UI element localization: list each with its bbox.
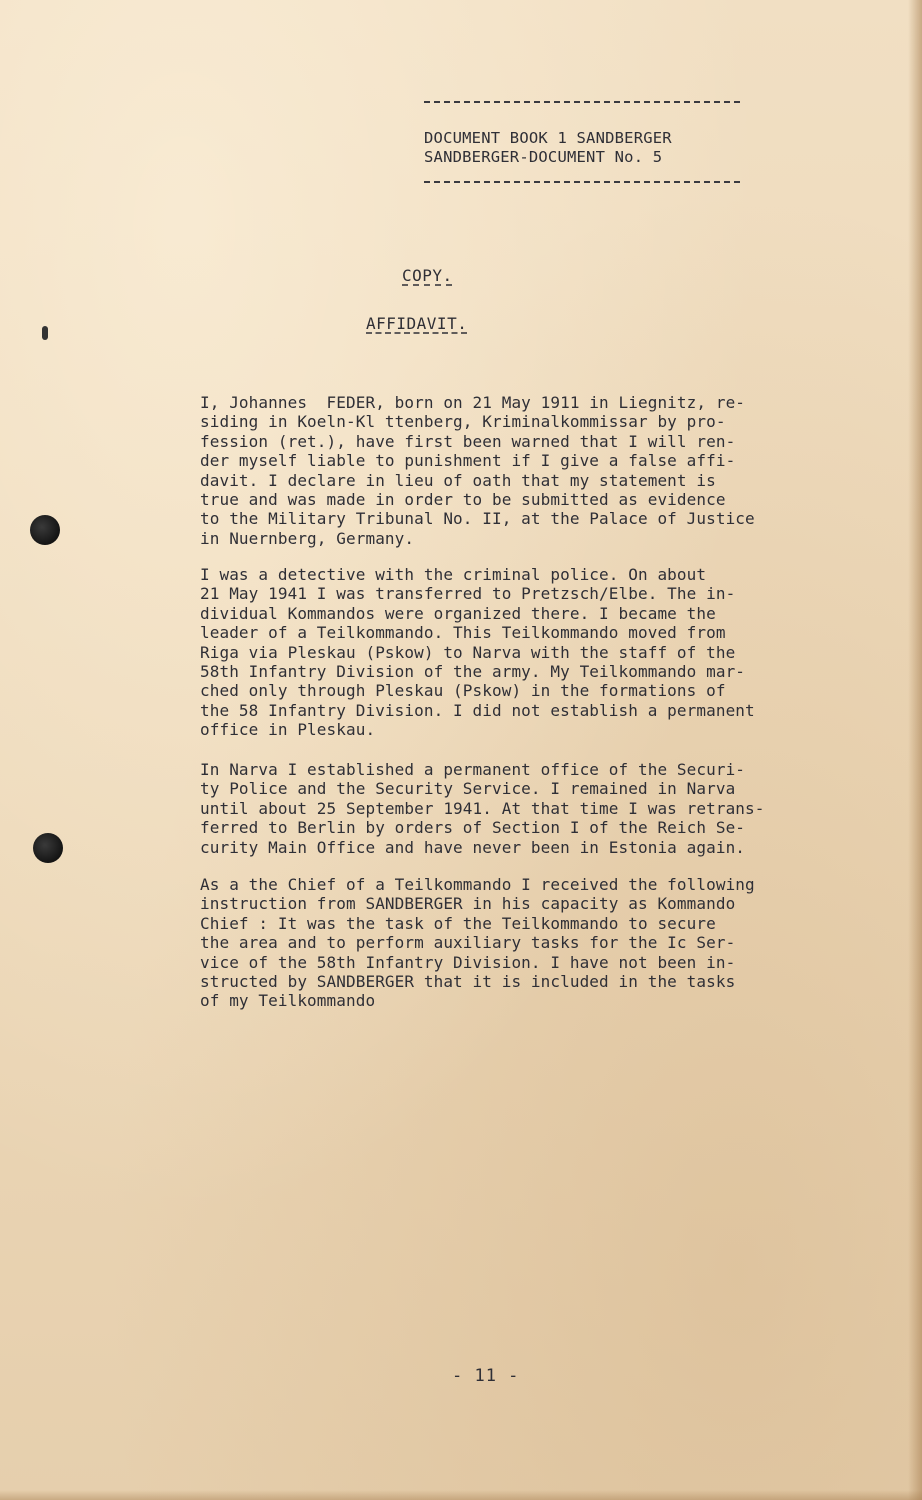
text-line: Riga via Pleskau (Pskow) to Narva with the staff of the [200, 642, 736, 662]
copy-heading: COPY. [402, 266, 453, 285]
text-line: ty Police and the Security Service. I remained in Narva [200, 779, 736, 799]
page-number: - 11 - [452, 1366, 520, 1386]
paragraph-instruction [200, 875, 890, 1011]
text-line: of my Teilkommando [200, 991, 376, 1011]
header-rule-bottom [424, 181, 740, 183]
punch-hole-icon [33, 833, 63, 863]
text-line: 58th Infantry Division of the army. My Teilkommando mar- [200, 662, 746, 682]
text-line: instruction from SANDBERGER in his capacity as Kommando [200, 894, 736, 914]
text-line: I, Johannes FEDER, born on 21 May 1911 in Liegnitz, re- [200, 393, 746, 412]
text-line: vice of the 58th Infantry Division. I have not been in- [200, 952, 736, 972]
text-line: office in Pleskau. [200, 720, 376, 740]
text-line: ched only through Pleskau (Pskow) in the formations of [200, 681, 726, 701]
paragraph-service [200, 565, 890, 740]
text-line: fession (ret.), have first been warned that I will ren- [200, 431, 736, 451]
text-line: until about 25 September 1941. At that time I was retrans- [200, 798, 765, 818]
text-line: siding in Koeln-Kl ttenberg, Kriminalkommissar by pro- [200, 412, 726, 432]
text-line: I was a detective with the criminal police. On about [200, 565, 707, 584]
text-line: true and was made in order to be submitted as evidence [200, 490, 726, 510]
text-line: Chief : It was the task of the Teilkommando to secure [200, 913, 716, 933]
paragraph-narva [200, 760, 890, 857]
page-edge-shadow-bottom [0, 1490, 922, 1500]
text-line: davit. I declare in lieu of oath that my statement is [200, 470, 716, 490]
page-edge-shadow-right [908, 0, 922, 1500]
text-line: the 58 Infantry Division. I did not establish a permanent [200, 700, 755, 720]
ink-mark [42, 326, 48, 340]
document-book-line: DOCUMENT BOOK 1 SANDBERGER [424, 129, 672, 147]
text-line: to the Military Tribunal No. II, at the Palace of Justice [200, 509, 755, 529]
text-line: der myself liable to punishment if I give a false affi- [200, 451, 736, 471]
text-line: the area and to perform auxiliary tasks for the Ic Ser- [200, 933, 736, 953]
text-line: in Nuernberg, Germany. [200, 528, 415, 548]
text-line: ferred to Berlin by orders of Section I of the Reich Se- [200, 818, 746, 838]
document-number-line: SANDBERGER-DOCUMENT No. 5 [424, 148, 663, 166]
text-line: curity Main Office and have never been in Estonia again. [200, 837, 746, 857]
text-line: structed by SANDBERGER that it is included in the tasks [200, 972, 736, 992]
text-line: In Narva I established a permanent office of the Securi- [200, 760, 746, 779]
affidavit-heading: AFFIDAVIT. [366, 314, 468, 333]
text-line: As a the Chief of a Teilkommando I received the following [200, 875, 755, 894]
paragraph-identity [200, 393, 890, 548]
header-rule-top [424, 101, 740, 103]
text-line: 21 May 1941 I was transferred to Pretzsch/Elbe. The in- [200, 584, 736, 604]
punch-hole-icon [30, 515, 60, 545]
text-line: dividual Kommandos were organized there. I became the [200, 603, 716, 623]
text-line: leader of a Teilkommando. This Teilkommando moved from [200, 623, 726, 643]
document-header [424, 101, 744, 183]
